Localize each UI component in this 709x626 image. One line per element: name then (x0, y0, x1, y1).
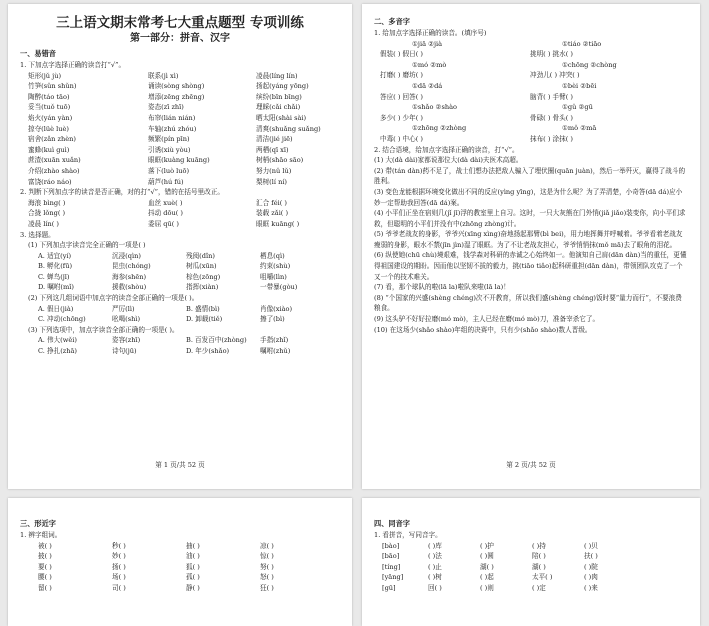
row (382, 551, 688, 562)
word-item: 宿舍(zǎn zhèn) (28, 135, 76, 144)
word-item: 汇合 féi( ) (256, 198, 287, 207)
homophone-blank: ( )定 (532, 583, 546, 592)
word-blanks: 骨碌( ) 骨头( ) (530, 113, 573, 122)
row (38, 272, 340, 283)
row (374, 70, 688, 81)
homophone-blank: 陪( ) (532, 552, 546, 561)
row (374, 102, 688, 113)
question-text: 1. 下加点字选择正确的读音打“√”。 (20, 61, 126, 69)
row (38, 572, 340, 583)
homophone-blank: ( )院 (584, 562, 598, 571)
word-item: 眼眶(kuàng kuāng) (148, 156, 210, 165)
word-item: 清爽(shuǎng suǎng) (256, 124, 321, 133)
section-heading: 三、形近字 (20, 519, 56, 528)
word-item: 两栖(qī xī) (256, 145, 289, 154)
word-item: 竹笋(sǔn shǔn) (28, 82, 77, 91)
context-sentence: (3) 变色龙能根据环境变化做出不同的反应(yìng yīng)，这是为什么呢？为了弄清楚，小奇答(dā dá)应小妙一定帮助我回答(dā dá)案。 (374, 187, 683, 207)
char-blank: 扬( ) (112, 562, 126, 571)
sub-question: (3) 下列选项中，加点字读音全部正确的一项是( )。 (28, 325, 179, 334)
option-item: A. 伟大(wěi) (38, 336, 77, 345)
row (382, 572, 688, 583)
worksheet-title: 三上语文期末常考七大重点题型 专项训练 (56, 15, 304, 31)
char-blank: 被( ) (38, 541, 52, 550)
row (38, 251, 340, 262)
option-item: B. 孵化(fū) (38, 262, 73, 271)
option-item: B. 盛情(bì) (186, 304, 220, 313)
row (20, 166, 340, 177)
word-item: 合拢 lǒng( ) (28, 209, 66, 218)
char-blank: 腰( ) (38, 573, 52, 582)
row (382, 541, 688, 552)
row (20, 113, 340, 124)
option-item: D. 卸载(tiě) (186, 315, 223, 324)
context-sentence: (6) 纵使她(chū chù)境艰难，钱学森对科研的赤诚之心始终如一。他演知自己肩(dān dàn)当的重任，更懂得祖国建设的期盼。因而他以坚韧不拔的毅力，挑(tiāo tiǎo)起科研重担(dān dàn)，带领团队攻克了一个又一个的技术难关。 (374, 251, 687, 281)
option-item: 援救(shòu) (112, 283, 147, 292)
word-item: 梨树(lí ní) (256, 177, 288, 186)
row (38, 335, 340, 346)
reading-options: ①tiáo ②tiāo (562, 39, 602, 48)
option-item: 树瓜(xūn) (186, 262, 217, 271)
word-item: 凌晨(líng lín) (256, 71, 298, 80)
context-sentence: (4) 小平们正坐在宿则几(jǐ jī)浮的教室里上自习。这时，一只大灰熊在门外悄(jiǎ jiǎo)装变你，向小平们求救，但聪明的小平们并没有中(zhōng zhòng)计。 (374, 209, 686, 228)
row (374, 39, 688, 50)
row (38, 346, 340, 357)
option-item: 棕色(zōng) (186, 272, 221, 281)
word-blanks: 挑明( ) 挑水( ) (530, 50, 573, 59)
row (20, 81, 340, 92)
question-text: 1. 辨字组词。 (20, 531, 62, 539)
context-sentence: (7) 看，那个球队的啦(lā la)啦队来啦(lā la)！ (374, 283, 510, 292)
reading-options: ①dā ②dá (412, 81, 443, 90)
similar-char-grid (20, 541, 340, 594)
reading-options: ①mǒ ②mā (562, 124, 597, 133)
word-item: 清洁(jié jiē) (256, 135, 293, 144)
option-item: 咀嚼(lìn) (260, 272, 287, 281)
char-blank: 怒( ) (260, 573, 274, 582)
word-item: 扬起(yáng yōng) (256, 82, 309, 91)
polyphone-list (374, 39, 688, 145)
row (374, 92, 688, 103)
option-item: 手指(zhǐ) (260, 336, 289, 345)
reading-options: ①shǎo ②shào (412, 103, 457, 112)
option-item: 沉浸(qìn) (112, 251, 141, 260)
homophone-blank: ( )法 (428, 552, 442, 561)
row (20, 124, 340, 135)
row (382, 583, 688, 594)
sub-question: (2) 下列这几组词语中加点字的读音全部正确的一项是( )。 (28, 294, 199, 303)
homophone-blank: ( )肉 (584, 573, 598, 582)
word-item: 抖动 dōu( ) (148, 209, 183, 218)
word-item: 引诱(xiù yòu) (148, 145, 191, 154)
word-item: 诵读(sòng shòng) (148, 82, 205, 91)
word-item: 掠夺(lüè luè) (28, 124, 69, 133)
row (20, 145, 340, 156)
char-blank: 孤( ) (186, 573, 200, 582)
word-item: 陶醉(táo tāo) (28, 92, 70, 101)
option-item: C. 蝉鸟(jī) (38, 272, 70, 281)
homophone-blank: [tíng] (382, 562, 401, 571)
word-blanks: 答应( ) 回答( ) (380, 92, 423, 101)
row (38, 551, 340, 562)
word-item: 委屈 qū( ) (148, 219, 179, 228)
sub-question: (1) 下列加点字读音完全正确的一项是( ) (28, 241, 146, 250)
question-text: 1. 给加点字选择正确的读音。(填序号) (374, 29, 487, 37)
option-item: 诗句(jū) (112, 347, 137, 356)
row (20, 219, 340, 230)
row (20, 102, 340, 113)
word-item: 蜜蜂(kuì guì) (28, 145, 70, 154)
homophone-blank: ( )护 (480, 541, 494, 550)
context-sentence: (5) 爷爷老战友的身影，爷爷兴(xīng xìng)奋地扬起那臂(bì bei)，用力地挥舞并呼喊着。爷爷看着老战友瘦弱的身影，眼水不禁(jīn jìn)湿了眼眶。为了不让老战友担心，爷爷悄悄抹(mǒ mā)去了眼角的泪花。 (374, 230, 683, 249)
word-item: 妥当(tuǒ tuō) (28, 103, 71, 112)
reading-options: ①bèi ②bēi (562, 81, 597, 90)
reading-options: ①jiā ②jià (412, 39, 443, 48)
option-item: 昆虫(chóng) (112, 262, 151, 271)
word-item: 葫芦(hú fú) (148, 177, 184, 186)
word-item: 车轴(zhú zhóu) (148, 124, 197, 133)
section-heading: 二、多音字 (374, 17, 410, 26)
page-footer: 第 1 页/共 52 页 (155, 461, 205, 469)
row (374, 123, 688, 134)
question-text: 1. 看拼音，写同音字。 (374, 531, 442, 539)
row (20, 208, 340, 219)
word-blanks: 多少( ) 少年( ) (380, 113, 423, 122)
row (20, 71, 340, 82)
row (38, 583, 340, 594)
page-3 (8, 498, 352, 626)
row (20, 92, 340, 103)
word-blanks: 中毒( ) 中心( ) (380, 134, 423, 143)
homophone-blank: ( )则 (480, 583, 494, 592)
word-blanks: 抹布( ) 涂抹( ) (530, 134, 573, 143)
option-item: B. 百发百中(zhòng) (186, 336, 247, 345)
word-item: 缤纷(bīn bīng) (256, 92, 302, 101)
char-blank: 留( ) (38, 583, 52, 592)
option-item: 残阅(dǐn) (186, 251, 215, 260)
homophone-blank: ( )圆 (480, 552, 494, 561)
row (374, 81, 688, 92)
word-item: 蔗渣(xuān xuǎn) (28, 156, 81, 165)
word-item: 落下(luò luō) (148, 166, 190, 175)
word-item: 联系(jì xì) (148, 71, 179, 80)
option-item: 姿容(zhī) (112, 336, 141, 345)
option-item: 海参(shēn) (112, 272, 147, 281)
row (38, 314, 340, 325)
homophone-blank: ( )止 (428, 562, 442, 571)
homophone-grid (374, 541, 688, 594)
char-blank: 妙( ) (112, 552, 126, 561)
homophone-blank: [bāo] (382, 552, 400, 561)
word-item: 树梢(shāo sāo) (256, 156, 304, 165)
row (20, 198, 340, 209)
context-sentence: (9) 这头驴不好好拉磨(mó mò)，主人已经在磨(mó mò)刀，准备宰杀它了。 (374, 315, 600, 324)
option-item: 约束(shù) (260, 262, 291, 271)
context-paragraphs (374, 155, 688, 335)
reading-options: ①mó ②mò (412, 60, 447, 69)
option-item: A. 假日(jià) (38, 304, 74, 313)
homophone-blank: ( )持 (532, 541, 546, 550)
choice-options (20, 251, 340, 293)
homophone-blank: ( )树 (428, 573, 442, 582)
word-item: 海浪 bìng( ) (28, 198, 66, 207)
word-item: 布帘(lián nián) (148, 113, 196, 122)
char-blank: 惊( ) (260, 552, 274, 561)
char-blank: 油( ) (186, 552, 200, 561)
homophone-blank: 太平( ) (532, 573, 553, 582)
word-blanks: 假装( ) 假日( ) (380, 50, 423, 59)
word-item: 眼眶 kuāng( ) (256, 219, 300, 228)
char-blank: 努( ) (260, 562, 274, 571)
char-blank: 秒( ) (112, 541, 126, 550)
option-item: 严厉(lì) (112, 304, 135, 313)
row (20, 177, 340, 188)
homophone-blank: 扶( ) (584, 552, 598, 561)
word-item: 理睬(cǎi chǎi) (256, 103, 301, 112)
row (38, 261, 340, 272)
context-sentence: (10) 在这场少(shǎo shào)年组的决赛中，只有少(shǎo shào)数人晋级。 (374, 325, 592, 334)
row (38, 282, 340, 293)
row (374, 113, 688, 124)
question-text: 2. 判断下列加点字的读音是否正确，对的打“√”，错的在括号里改正。 (20, 188, 224, 197)
char-blank: 抽( ) (186, 541, 200, 550)
section-heading: 一、易错音 (20, 49, 56, 58)
homophone-blank: ( )来 (584, 583, 598, 592)
page-1 (8, 4, 352, 489)
option-item: 指挥(xiàn) (186, 283, 219, 292)
option-item: C. 挣扎(zhā) (38, 347, 77, 356)
word-item: 姿态(zī zhī) (148, 103, 184, 112)
reading-options: ①gǔ ②gū (562, 103, 593, 112)
homophone-blank: [gū] (382, 583, 396, 592)
reading-options: ①zhōng ②zhòng (412, 124, 467, 133)
char-blank: 狐( ) (186, 562, 200, 571)
option-item: A. 适宜(yí) (38, 251, 72, 260)
char-blank: 凉( ) (260, 541, 274, 550)
row (38, 304, 340, 315)
word-item: 努力(nǔ lǔ) (256, 166, 292, 175)
word-item: 血丝 xuè( ) (148, 198, 183, 207)
char-blank: 狂( ) (260, 583, 274, 592)
char-blank: 披( ) (38, 552, 52, 561)
word-item: 增添(zēng zhēng) (148, 92, 205, 101)
homophone-blank: ( )贝 (584, 541, 598, 550)
option-item: 吆喝(shì) (112, 315, 141, 324)
option-item: 擦了(bì) (260, 315, 285, 324)
char-blank: 司( ) (112, 583, 126, 592)
row (382, 562, 688, 573)
homophone-blank: 湖( ) (480, 562, 494, 571)
row (374, 60, 688, 71)
word-item: 介绍(zhào shào) (28, 166, 80, 175)
option-item: 肖像(xiào) (260, 304, 293, 313)
char-blank: 场( ) (112, 573, 126, 582)
row (20, 155, 340, 166)
reading-options: ①chōng ②chòng (562, 60, 617, 69)
char-blank: 要( ) (38, 562, 52, 571)
page-footer: 第 2 页/共 52 页 (506, 461, 556, 469)
homophone-blank: ( )库 (428, 541, 442, 550)
judge-list (20, 198, 340, 230)
context-sentence: (1) 大(dà dài)家都说那位大(dà dài)夫医术高超。 (374, 156, 523, 165)
question-text: 2. 结合语境，给加点字选择正确的读音，打“√”。 (374, 145, 519, 154)
word-item: 频繁(pín pīn) (148, 135, 190, 144)
option-item: 一带暴(gòu) (260, 283, 298, 292)
word-blanks: 打磨( ) 磨坊( ) (380, 71, 423, 80)
option-item: 嘱咐(zhǔ) (260, 347, 291, 356)
option-item: D. 嘱咐(mǐ) (38, 283, 74, 292)
homophone-blank: [bào] (382, 541, 400, 550)
homophone-blank: ( )起 (480, 573, 494, 582)
word-item: 富饶(ráo náo) (28, 177, 72, 186)
word-item: 装载 zǎi( ) (256, 209, 289, 218)
word-blanks: 冲劲儿( ) 冲突( ) (530, 71, 580, 80)
section-heading: 四、同音字 (374, 519, 410, 528)
word-item: 凌晨 lín( ) (28, 219, 59, 228)
homophone-blank: 回( ) (428, 583, 442, 592)
word-item: 矩形(jǔ jù) (28, 71, 62, 80)
question-text: 3. 选择题。 (20, 230, 55, 239)
option-item: 栖息(qì) (260, 251, 285, 260)
row (374, 134, 688, 145)
word-item: 晒太阳(shài sài) (256, 113, 307, 122)
worksheet-subtitle: 第一部分：拼音、汉字 (130, 33, 230, 44)
context-sentence: (2) 带(tán dàn)药不足了，战士们想办法把敌人骗入了埋伏圈(quān juàn)，然后一举歼灭，赢得了战斗的胜利。 (374, 166, 686, 186)
context-sentence: (8) “个国家的兴盛(shèng chéng)次不开教育，所以我们盛(shèng chéng)饭时要“量力而行”，不要浪费粮食。 (374, 293, 682, 313)
row (38, 562, 340, 573)
homophone-blank: [yāng] (382, 573, 404, 582)
page-4 (362, 498, 700, 626)
page-2 (362, 4, 700, 489)
word-blanks: 脑背( ) 手臂( ) (530, 92, 573, 101)
choice-options (20, 335, 340, 356)
char-blank: 静( ) (186, 583, 200, 592)
word-item: 焰火(yán yàn) (28, 113, 73, 122)
choice-options (20, 304, 340, 325)
homophone-blank: 湖( ) (532, 562, 546, 571)
pronunciation-list (20, 71, 340, 188)
row (374, 49, 688, 60)
row (20, 134, 340, 145)
row (38, 541, 340, 552)
option-item: D. 年少(shǎo) (186, 347, 230, 356)
option-item: C. 冲动(chōng) (38, 315, 86, 324)
